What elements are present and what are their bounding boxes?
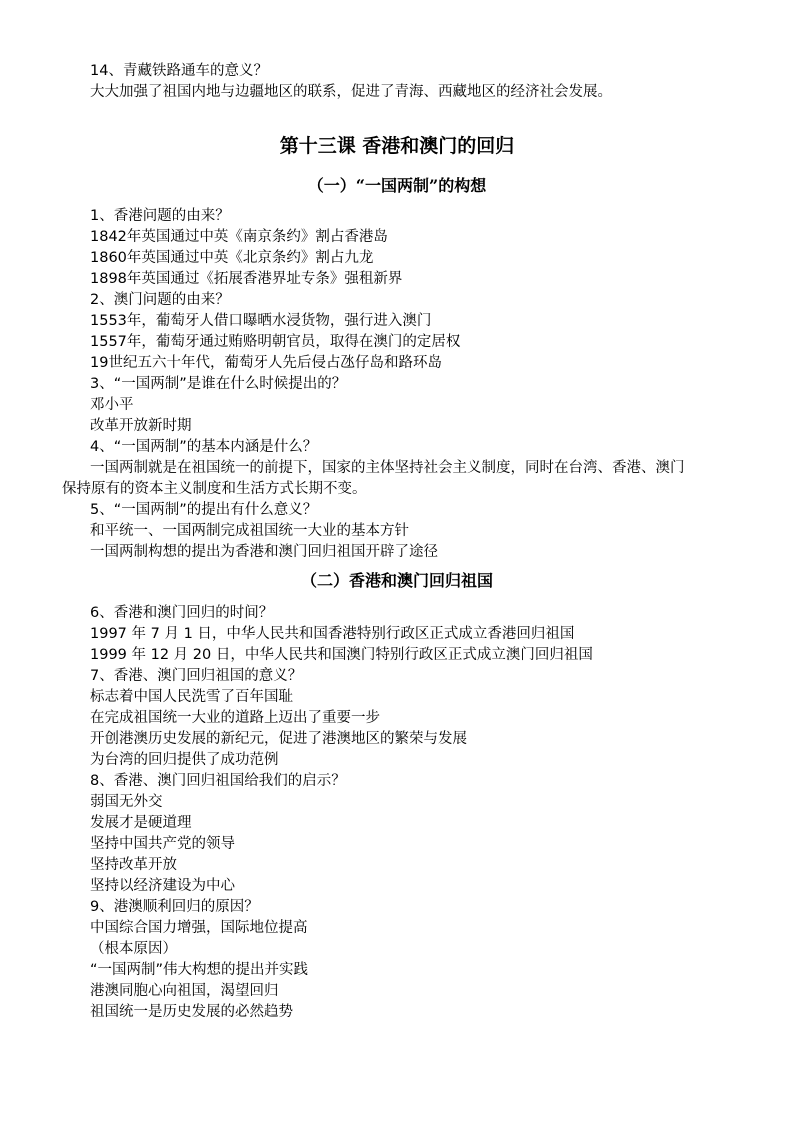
answer-9-line-2: “一国两制”伟大构想的提出并实践 (90, 962, 309, 978)
answer-7-line-4: 为台湾的回归提供了成功范例 (90, 752, 279, 768)
answer-1-line-1: 1842年英国通过中英《南京条约》割占香港岛 (90, 229, 388, 245)
answer-5-line-1: 和平统一、一国两制完成祖国统一大业的基本方针 (90, 523, 409, 539)
answer-2-line-1: 1553年，葡萄牙人借口曝晒水浸货物，强行进入澳门 (90, 313, 432, 329)
answer-8-line-2: 发展才是硬道理 (90, 815, 192, 831)
answer-3-line-2: 改革开放新时期 (90, 418, 192, 434)
answer-5-line-2: 一国两制构想的提出为香港和澳门回归祖国开辟了途径 (90, 544, 438, 560)
question-5: 5、“一国两制”的提出有什么意义？ (90, 502, 318, 518)
answer-1-line-2: 1860年英国通过中英《北京条约》割占九龙 (90, 250, 374, 266)
question-9: 9、港澳顺利回归的原因？ (90, 899, 259, 915)
answer-1-line-3: 1898年英国通过《拓展香港界址专条》强租新界 (90, 271, 403, 287)
answer-8-line-3: 坚持中国共产党的领导 (90, 836, 235, 852)
answer-2-line-2: 1557年，葡萄牙通过贿赂明朝官员，取得在澳门的定居权 (90, 334, 461, 350)
answer-6-line-1: 1997 年 7 月 1 日，中华人民共和国香港特别行政区正式成立香港回归祖国 (90, 626, 575, 642)
answer-7-line-1: 标志着中国人民洗雪了百年国耻 (90, 689, 293, 705)
answer-9-line-3: 港澳同胞心向祖国，渴望回归 (90, 983, 279, 999)
answer-9-line-4: 祖国统一是历史发展的必然趋势 (90, 1004, 293, 1020)
answer-8-line-1: 弱国无外交 (90, 794, 163, 810)
question-8: 8、香港、澳门回归祖国给我们的启示？ (90, 773, 346, 789)
answer-6-line-2: 1999 年 12 月 20 日，中华人民共和国澳门特别行政区正式成立澳门回归祖国 (90, 647, 593, 663)
answer-8-line-5: 坚持以经济建设为中心 (90, 878, 235, 894)
answer-4-line-1: 一国两制就是在祖国统一的前提下，国家的主体坚持社会主义制度，同时在台湾、香港、澳门 (90, 460, 685, 476)
answer-14: 大大加强了祖国内地与边疆地区的联系，促进了青海、西藏地区的经济社会发展。 (90, 84, 612, 100)
question-3: 3、“一国两制”是谁在什么时候提出的？ (90, 376, 347, 392)
question-2: 2、澳门问题的由来？ (90, 292, 230, 308)
section-1-title: （一）“一国两制”的构想 (307, 176, 487, 195)
answer-9-note: （根本原因） (90, 941, 177, 957)
answer-2-line-3: 19世纪五六十年代，葡萄牙人先后侵占氹仔岛和路环岛 (90, 355, 442, 371)
answer-4-line-2: 保持原有的资本主义制度和生活方式长期不变。 (62, 481, 367, 497)
answer-7-line-2: 在完成祖国统一大业的道路上迈出了重要一步 (90, 710, 380, 726)
question-14: 14、青藏铁路通车的意义？ (90, 63, 268, 79)
section-2-title: （二）香港和澳门回归祖国 (300, 571, 493, 590)
answer-7-line-3: 开创港澳历史发展的新纪元，促进了港澳地区的繁荣与发展 (90, 731, 467, 747)
lesson-title: 第十三课 香港和澳门的回归 (279, 135, 515, 157)
answer-9-line-1: 中国综合国力增强，国际地位提高 (90, 920, 308, 936)
question-7: 7、香港、澳门回归祖国的意义？ (90, 668, 303, 684)
question-4: 4、“一国两制”的基本内涵是什么？ (90, 439, 318, 455)
question-1: 1、香港问题的由来？ (90, 208, 230, 224)
question-6: 6、香港和澳门回归的时间？ (90, 605, 274, 621)
answer-8-line-4: 坚持改革开放 (90, 857, 177, 873)
answer-3-line-1: 邓小平 (90, 397, 134, 413)
